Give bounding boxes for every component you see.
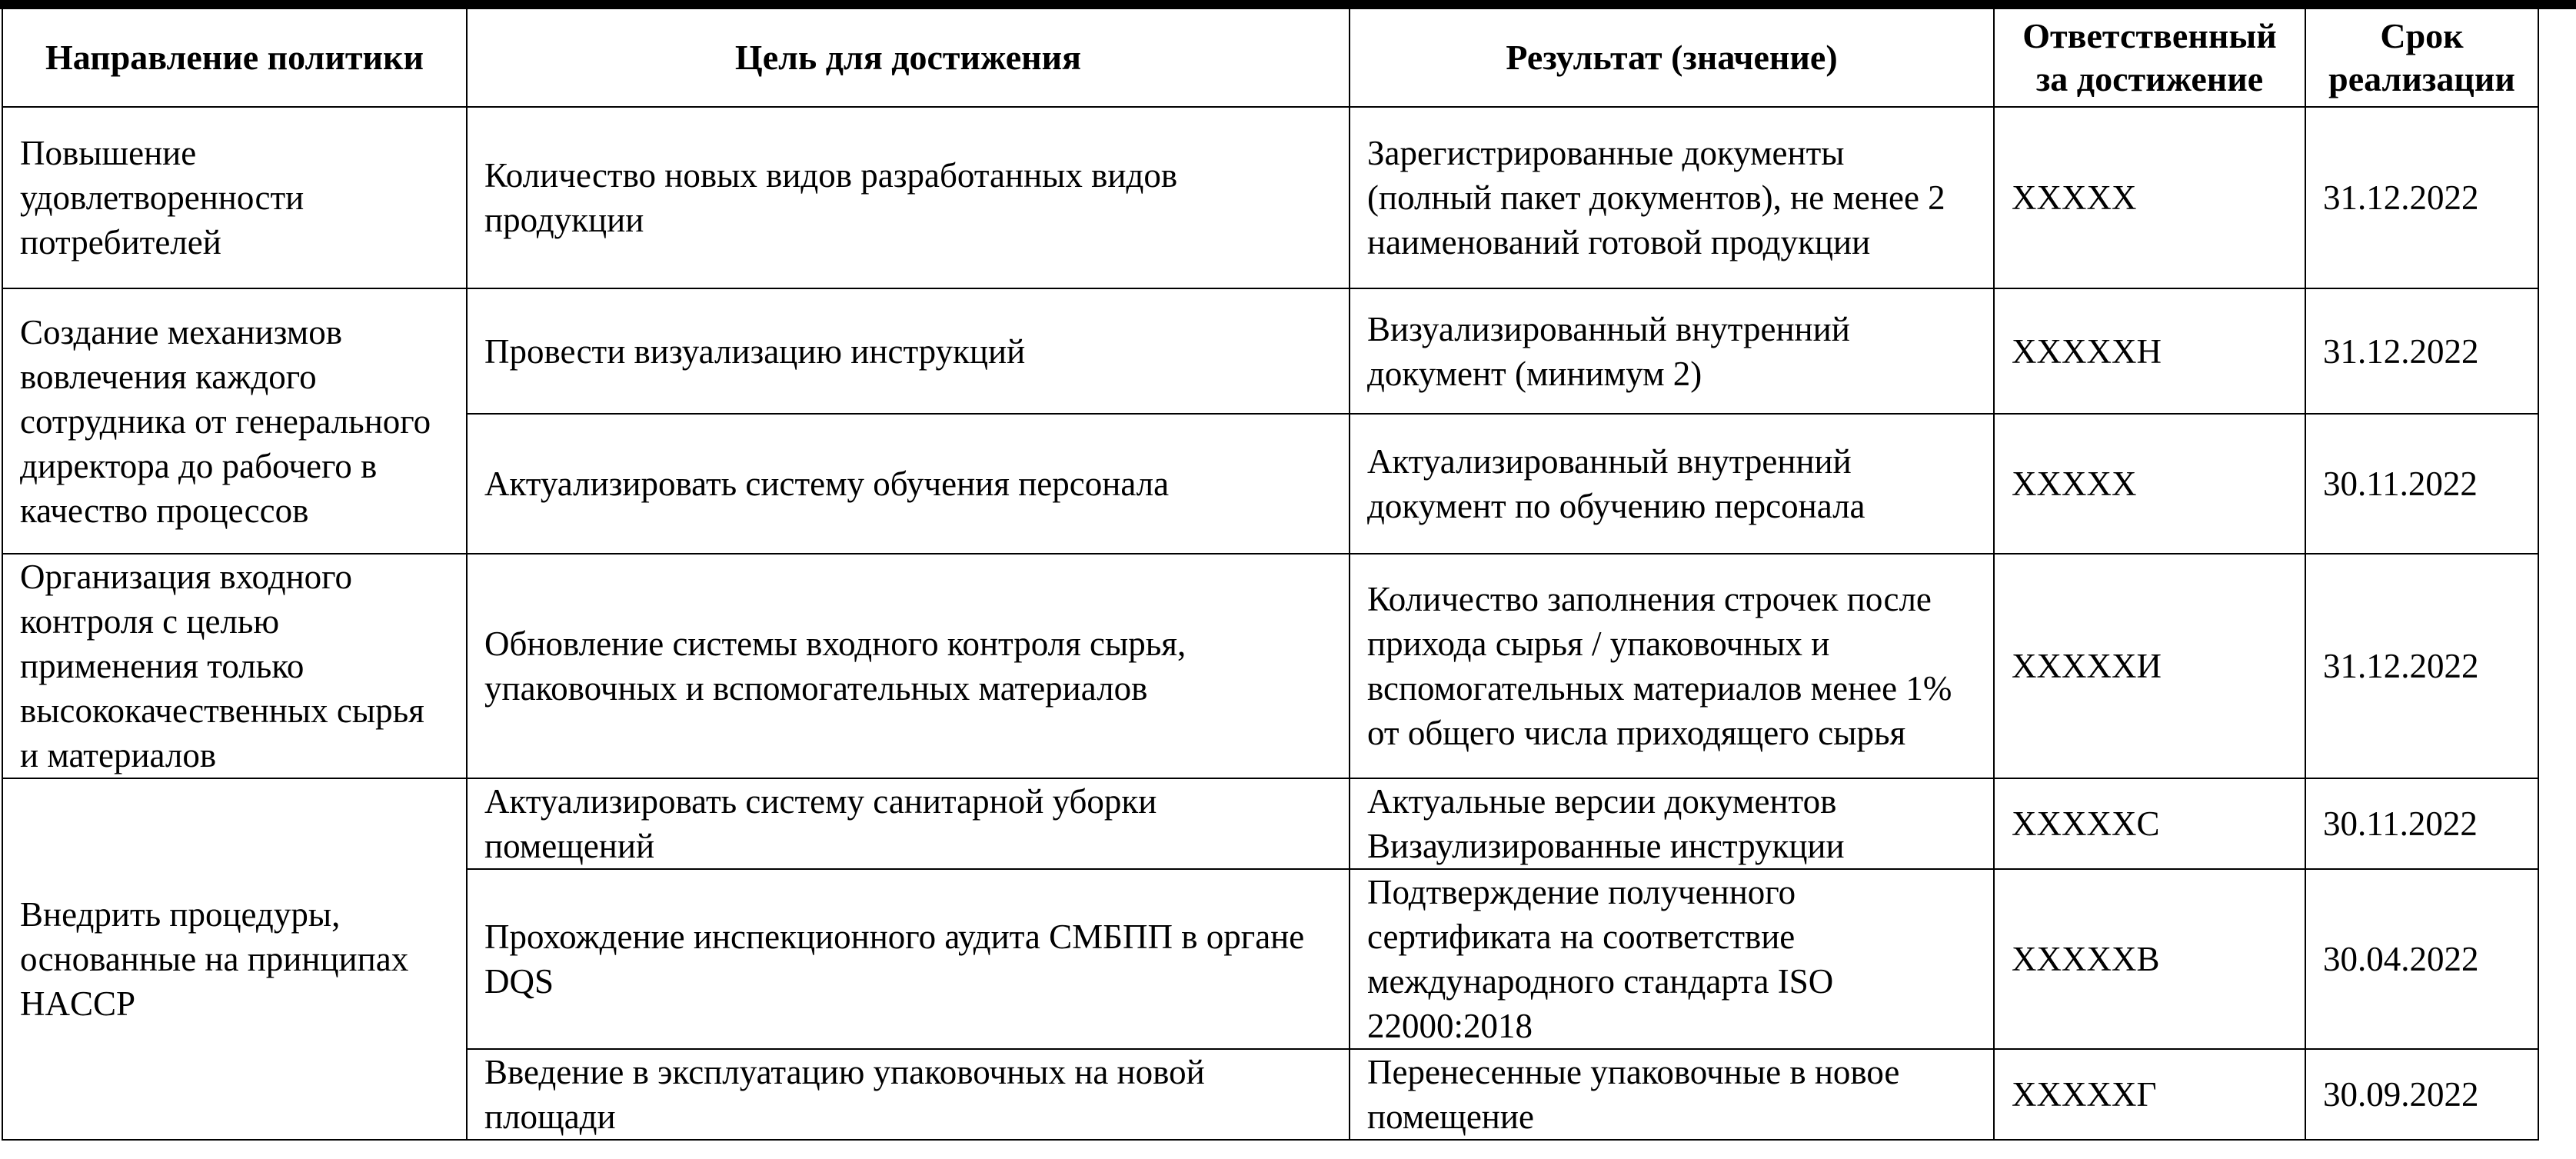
responsible-cell: XXXXXС	[1994, 778, 2305, 869]
policy-direction-cell: Организация входного контроля с целью применения только высококачественных сырья и материалов	[2, 554, 467, 778]
goal-cell: Введение в эксплуатацию упаковочных на новой площади	[467, 1049, 1350, 1140]
result-cell: Визуализированный внутренний документ (минимум 2)	[1350, 288, 1994, 414]
header-result: Результат (значение)	[1350, 8, 1994, 107]
responsible-cell: XXXXXИ	[1994, 554, 2305, 778]
header-deadline: Срок реализации	[2305, 8, 2538, 107]
goal-cell: Актуализировать систему санитарной уборки помещений	[467, 778, 1350, 869]
header-direction: Направление политики	[2, 8, 467, 107]
responsible-cell: XXXXXВ	[1994, 869, 2305, 1049]
deadline-cell: 31.12.2022	[2305, 554, 2538, 778]
deadline-cell: 30.11.2022	[2305, 414, 2538, 554]
goal-cell: Обновление системы входного контроля сырья, упаковочных и вспомогательных материалов	[467, 554, 1350, 778]
table-row	[2, 554, 2538, 778]
result-cell: Подтверждение полученного сертификата на соответствие международного стандарта ISO 22000:2018	[1350, 869, 1994, 1049]
policy-direction-cell: Создание механизмов вовлечения каждого сотрудника от генерального директора до рабочего в качество процессов	[2, 288, 467, 554]
result-cell: Зарегистрированные документы (полный пакет документов), не менее 2 наименований готовой продукции	[1350, 107, 1994, 288]
goal-cell: Провести визуализацию инструкций	[467, 288, 1350, 414]
header-row	[2, 8, 2538, 107]
deadline-cell: 31.12.2022	[2305, 107, 2538, 288]
goal-cell: Количество новых видов разработанных видов продукции	[467, 107, 1350, 288]
responsible-cell: XXXXX	[1994, 414, 2305, 554]
responsible-cell: XXXXXН	[1994, 288, 2305, 414]
goal-cell: Прохождение инспекционного аудита СМБПП в органе DQS	[467, 869, 1350, 1049]
goal-cell: Актуализировать систему обучения персонала	[467, 414, 1350, 554]
result-cell: Актуализированный внутренний документ по обучению персонала	[1350, 414, 1994, 554]
responsible-cell: XXXXX	[1994, 107, 2305, 288]
deadline-cell: 30.11.2022	[2305, 778, 2538, 869]
table-row	[2, 107, 2538, 288]
policy-direction-cell: Повышение удовлетворенности потребителей	[2, 107, 467, 288]
header-goal: Цель для достижения	[467, 8, 1350, 107]
header-responsible: Ответственный за достижение	[1994, 8, 2305, 107]
result-cell: Актуальные версии документов Визаулизированные инструкции	[1350, 778, 1994, 869]
policy-direction-cell: Внедрить процедуры, основанные на принципах HACCP	[2, 778, 467, 1140]
result-cell: Количество заполнения строчек после прихода сырья / упаковочных и вспомогательных материалов менее 1% от общего числа приходящего сырья	[1350, 554, 1994, 778]
responsible-cell: XXXXXГ	[1994, 1049, 2305, 1140]
table-row	[2, 288, 2538, 414]
deadline-cell: 31.12.2022	[2305, 288, 2538, 414]
result-cell: Перенесенные упаковочные в новое помещение	[1350, 1049, 1994, 1140]
deadline-cell: 30.04.2022	[2305, 869, 2538, 1049]
deadline-cell: 30.09.2022	[2305, 1049, 2538, 1140]
table-row	[2, 778, 2538, 869]
policy-goals-table	[2, 8, 2539, 1141]
